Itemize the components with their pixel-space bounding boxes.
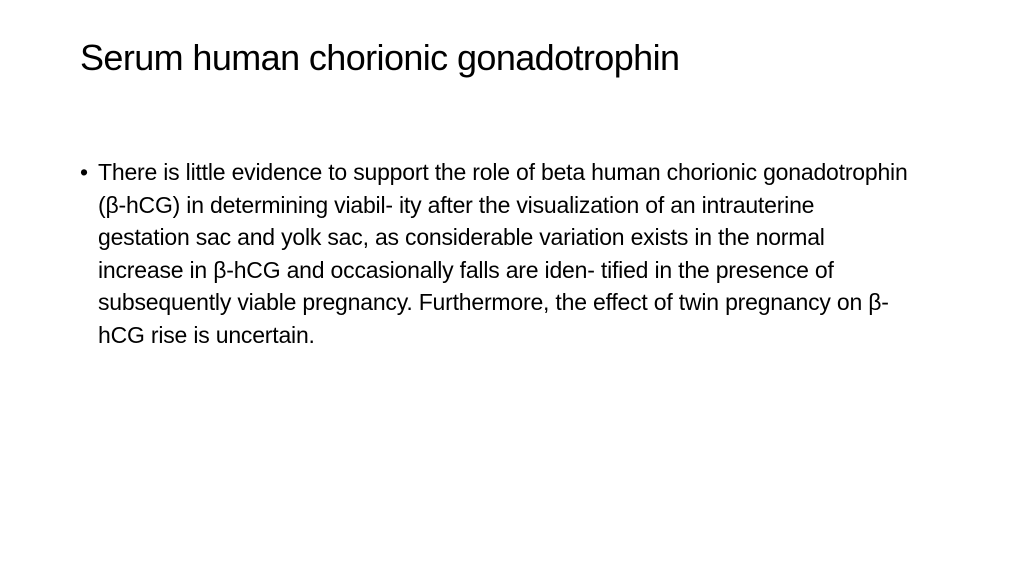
bullet-marker: •: [80, 159, 88, 185]
slide-title: Serum human chorionic gonadotrophin: [80, 37, 680, 78]
bullet-list: [80, 156, 910, 351]
bullet-text: There is little evidence to support the role of beta human chorionic gonadotrophin (β-hCG) in determining viabil- ity after the visualization of an intrauterine gestation sac and yolk sac, as considerable variation exists in the normal increase in β-hCG and occasionally falls are iden- tified in the presence of subsequently viable pregnancy. Furthermore, the effect of twin pregnancy on β-hCG rise is uncertain.: [98, 159, 908, 348]
bullet-item: [80, 156, 910, 351]
